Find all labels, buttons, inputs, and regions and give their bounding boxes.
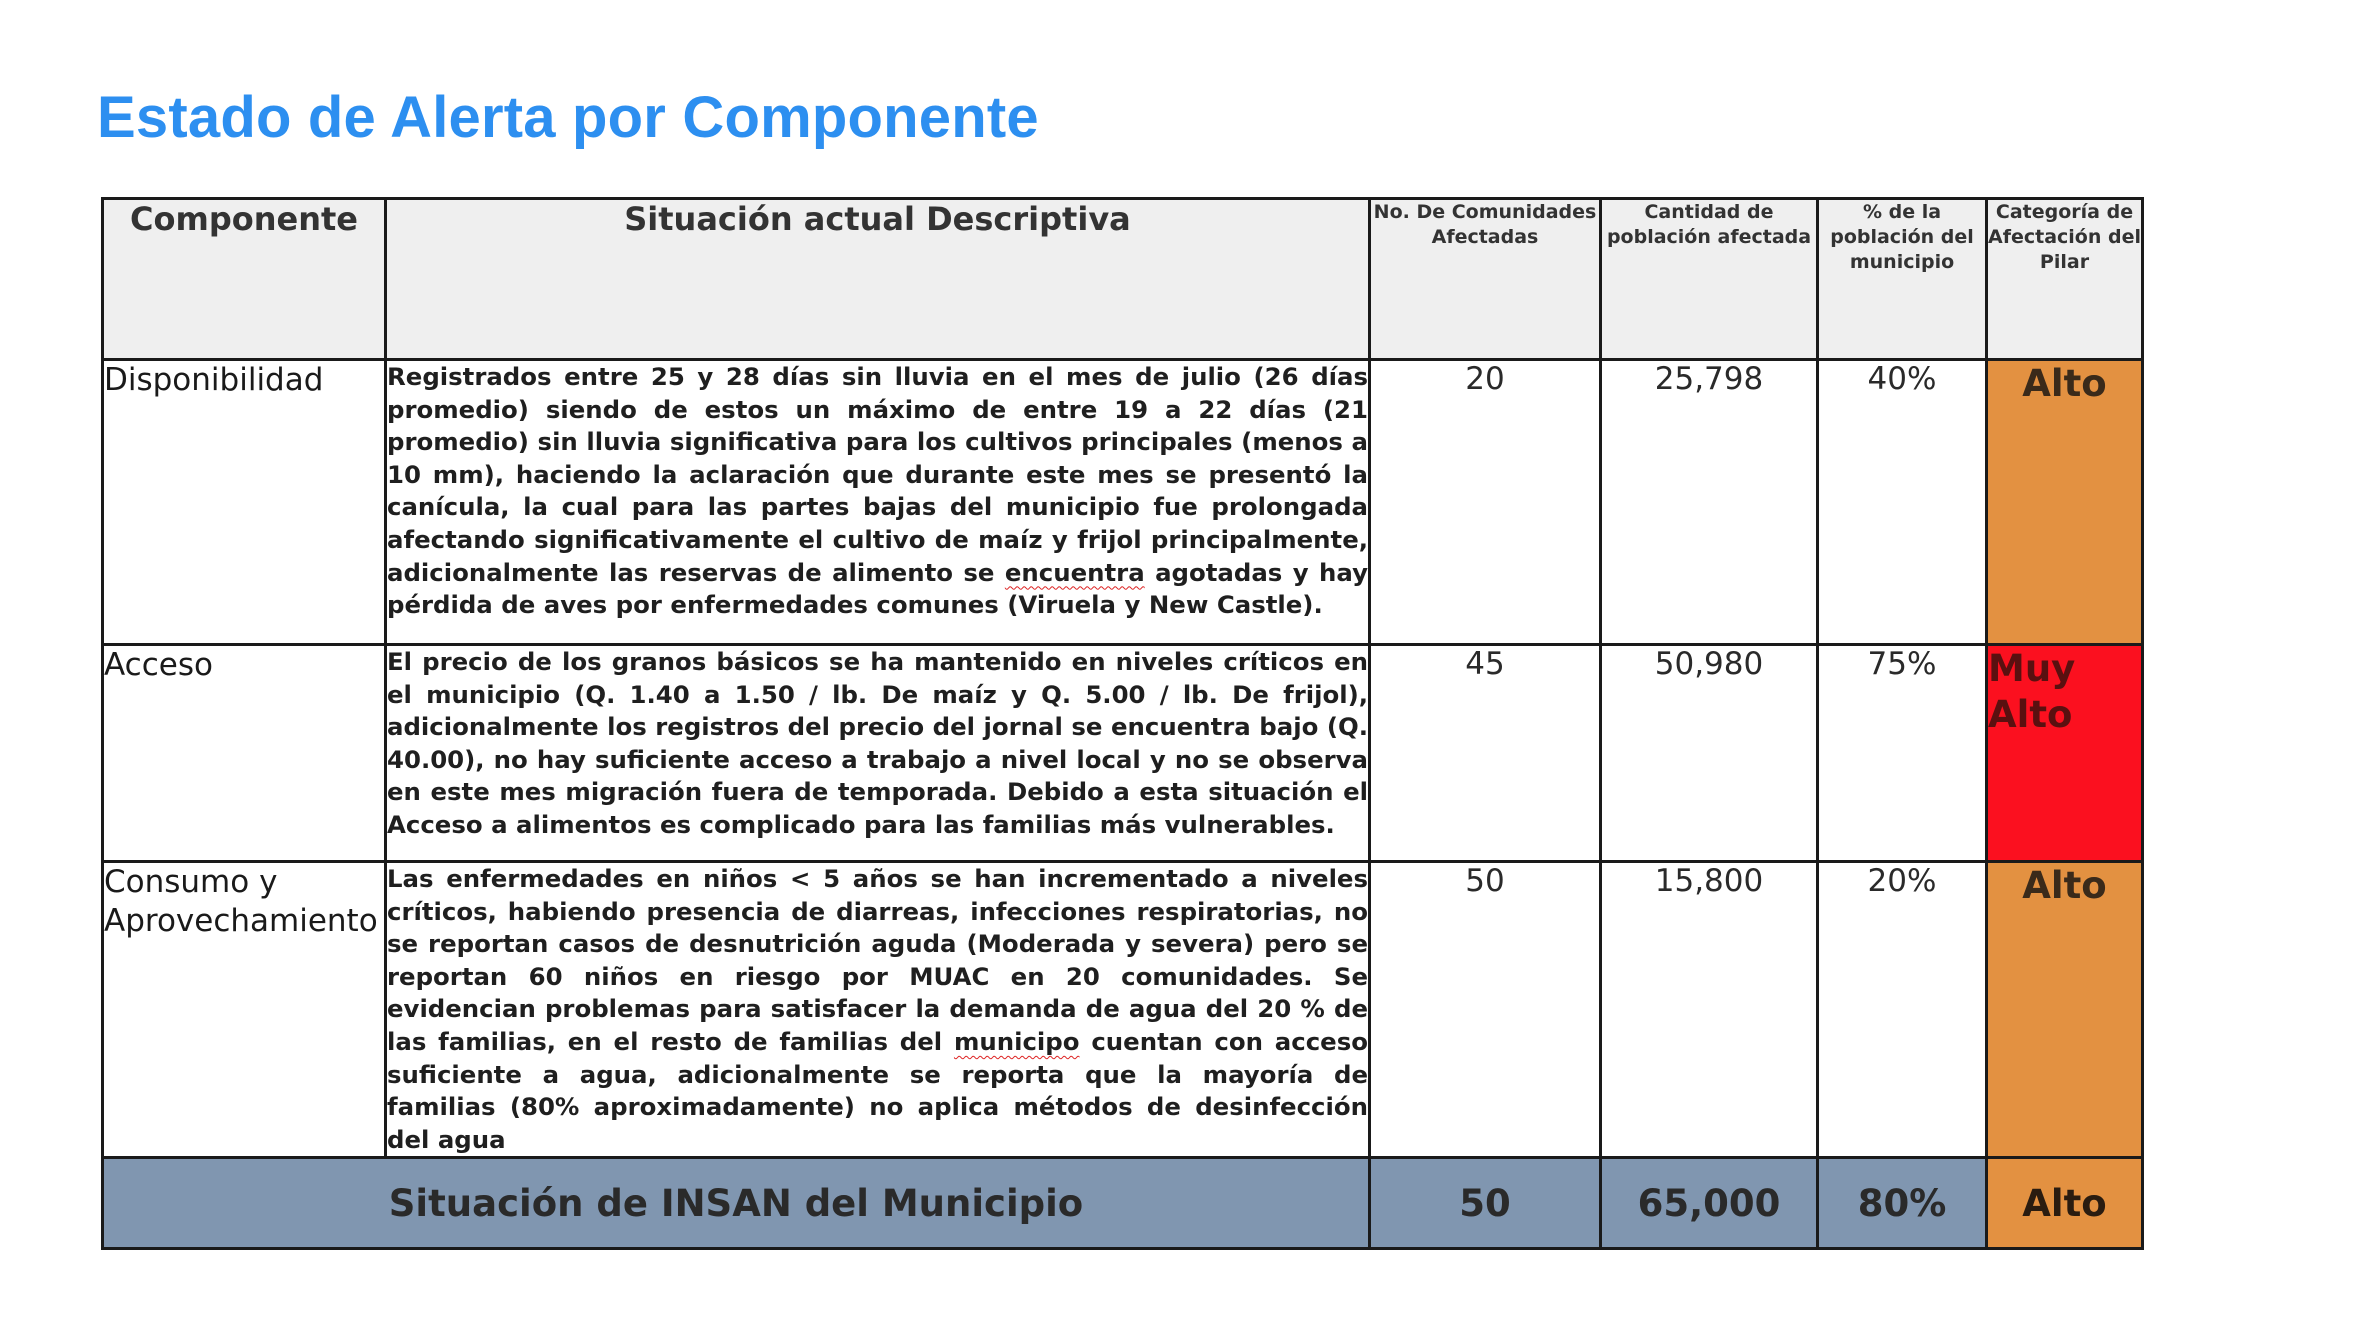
summary-label: Situación de INSAN del Municipio xyxy=(103,1158,1370,1249)
table-row xyxy=(103,360,2143,645)
summary-poblacion: 65,000 xyxy=(1601,1158,1818,1249)
header-componente: Componente xyxy=(103,199,386,360)
header-row xyxy=(103,199,2143,360)
porcentaje-cell: 20% xyxy=(1818,862,1987,1158)
comunidades-cell: 50 xyxy=(1370,862,1601,1158)
categoria-cell: Alto xyxy=(1987,360,2143,645)
componente-line: Aprovechamiento xyxy=(104,903,378,939)
summary-porcentaje: 80% xyxy=(1818,1158,1987,1249)
poblacion-cell: 15,800 xyxy=(1601,862,1818,1158)
categoria-cell xyxy=(1987,645,2143,862)
descripcion-text: Registrados entre 25 y 28 días sin lluvia en el mes de julio (26 días promedio) siendo de estos un máximo de entre 19 a 22 días (21 promedio) sin lluvia significativa para los cultivos principales (menos a 10 mm), haciendo la aclaración que durante este mes se presentó la canícula, la cual para las partes bajas del municipio fue prolongada afectando significativamente el cultivo de maíz y frijol principalmente, adicionalmente las reservas de alimento se xyxy=(387,362,1368,587)
spellcheck-word: encuentra xyxy=(1004,557,1145,587)
header-categoria: Categoría de Afectación del Pilar xyxy=(1987,199,2143,360)
porcentaje-cell: 40% xyxy=(1818,360,1987,645)
header-situacion: Situación actual Descriptiva xyxy=(386,199,1370,360)
categoria-cell: Alto xyxy=(1987,862,2143,1158)
alert-table xyxy=(101,197,2144,1250)
poblacion-cell: 50,980 xyxy=(1601,645,1818,862)
descripcion-text: Las enfermedades en niños < 5 años se han incrementado a niveles críticos, habiendo presencia de diarreas, infecciones respiratorias, no se reportan casos de desnutrición aguda (Moderada y severa) pero se reportan 60 niños en riesgo por MUAC en 20 comunidades. Se evidencian problemas para satisfacer la demanda de agua del 20 % de las familias, en el resto de familias del xyxy=(387,864,1368,1056)
componente-line: Consumo y xyxy=(104,864,278,900)
spellcheck-word: municipo xyxy=(953,1026,1080,1056)
table-row xyxy=(103,645,2143,862)
header-porcentaje: % de la población del municipio xyxy=(1818,199,1987,360)
poblacion-cell: 25,798 xyxy=(1601,360,1818,645)
porcentaje-cell: 75% xyxy=(1818,645,1987,862)
descripcion-text: agotadas y hay pérdida de aves por enfermedades comunes (Viruela y New Castle). xyxy=(387,557,1368,620)
categoria-line: Alto xyxy=(1988,693,2073,736)
descripcion-cell xyxy=(386,862,1370,1158)
page-title: Estado de Alerta por Componente xyxy=(97,85,1039,150)
header-poblacion: Cantidad de población afectada xyxy=(1601,199,1818,360)
descripcion-text: cuentan con acceso suficiente a agua, adicionalmente se reporta que la mayoría de familias (80% aproximadamente) no aplica métodos de desinfección del agua xyxy=(387,1026,1368,1154)
componente-cell: Disponibilidad xyxy=(103,360,386,645)
comunidades-cell: 20 xyxy=(1370,360,1601,645)
componente-cell: Acceso xyxy=(103,645,386,862)
categoria-line: Muy xyxy=(1988,647,2076,690)
table-row xyxy=(103,862,2143,1158)
summary-comunidades: 50 xyxy=(1370,1158,1601,1249)
summary-row xyxy=(103,1158,2143,1249)
comunidades-cell: 45 xyxy=(1370,645,1601,862)
header-comunidades: No. De Comunidades Afectadas xyxy=(1370,199,1601,360)
descripcion-cell xyxy=(386,360,1370,645)
descripcion-cell: El precio de los granos básicos se ha mantenido en niveles críticos en el municipio (Q. 1.40 a 1.50 / lb. De maíz y Q. 5.00 / lb. De frijol), adicionalmente los registros del precio del jornal se encuentra bajo (Q. 40.00), no hay suficiente acceso a trabajo a nivel local y no se observa en este mes migración fuera de temporada. Debido a esta situación el Acceso a alimentos es complicado para las familias más vulnerables. xyxy=(386,645,1370,862)
summary-categoria: Alto xyxy=(1987,1158,2143,1249)
componente-cell xyxy=(103,862,386,1158)
